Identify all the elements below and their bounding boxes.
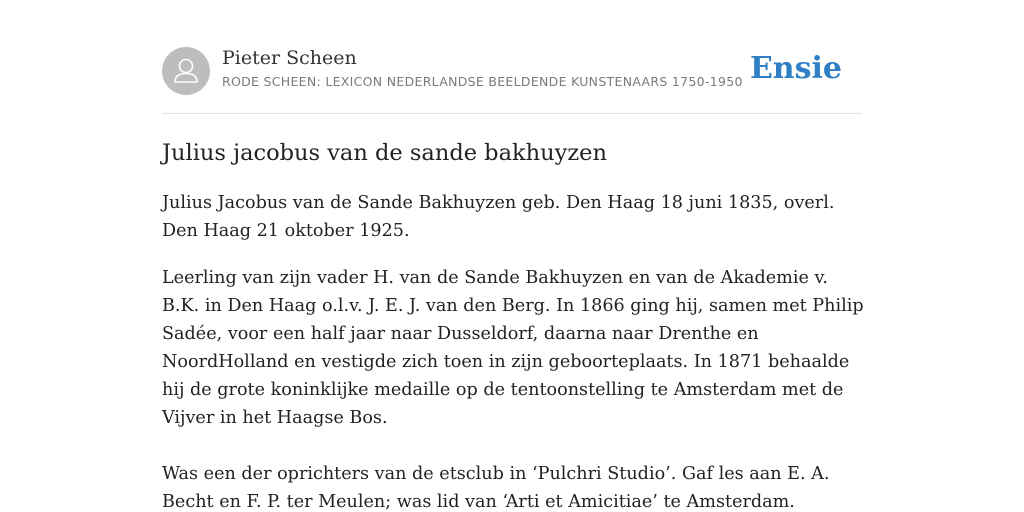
article-title: Julius jacobus van de sande bakhuyzen <box>162 140 607 166</box>
author-name[interactable]: Pieter Scheen <box>222 47 357 69</box>
user-silhouette-icon <box>162 47 210 95</box>
ensie-logo[interactable]: Ensie <box>749 51 842 86</box>
source-label[interactable]: RODE SCHEEN: LEXICON NEDERLANDSE BEELDENDE KUNSTENAARS 1750-1950 <box>222 74 743 89</box>
author-avatar[interactable] <box>162 47 210 95</box>
article-paragraph: Was een der oprichters van de etsclub in ‘Pulchri Studio’. Gaf les aan E. A. Becht en F. P. ter Meulen; was lid van ‘Arti et Amicitiae’ te Amsterdam. <box>162 464 830 512</box>
article-body <box>162 137 866 512</box>
article-header <box>162 46 862 96</box>
article-paragraph: Leerling van zijn vader H. van de Sande Bakhuyzen en van de Akademie v. B.K. in Den Haag o.l.v. J. E. J. van den Berg. In 1866 ging hij, samen met Philip Sadée, voor een half jaar naar Dusseldorf, daarna naar Drenthe en NoordHolland en vestigde zich toen in zijn geboorteplaats. In 1871 behaalde hij de grote koninklijke medaille op de tentoonstelling te Amsterdam met de Vijver in het Haagse Bos. <box>162 268 864 428</box>
header-divider <box>162 113 862 114</box>
article-paragraph: Julius Jacobus van de Sande Bakhuyzen geb. Den Haag 18 juni 1835, overl. Den Haag 21 oktober 1925. <box>162 193 835 241</box>
